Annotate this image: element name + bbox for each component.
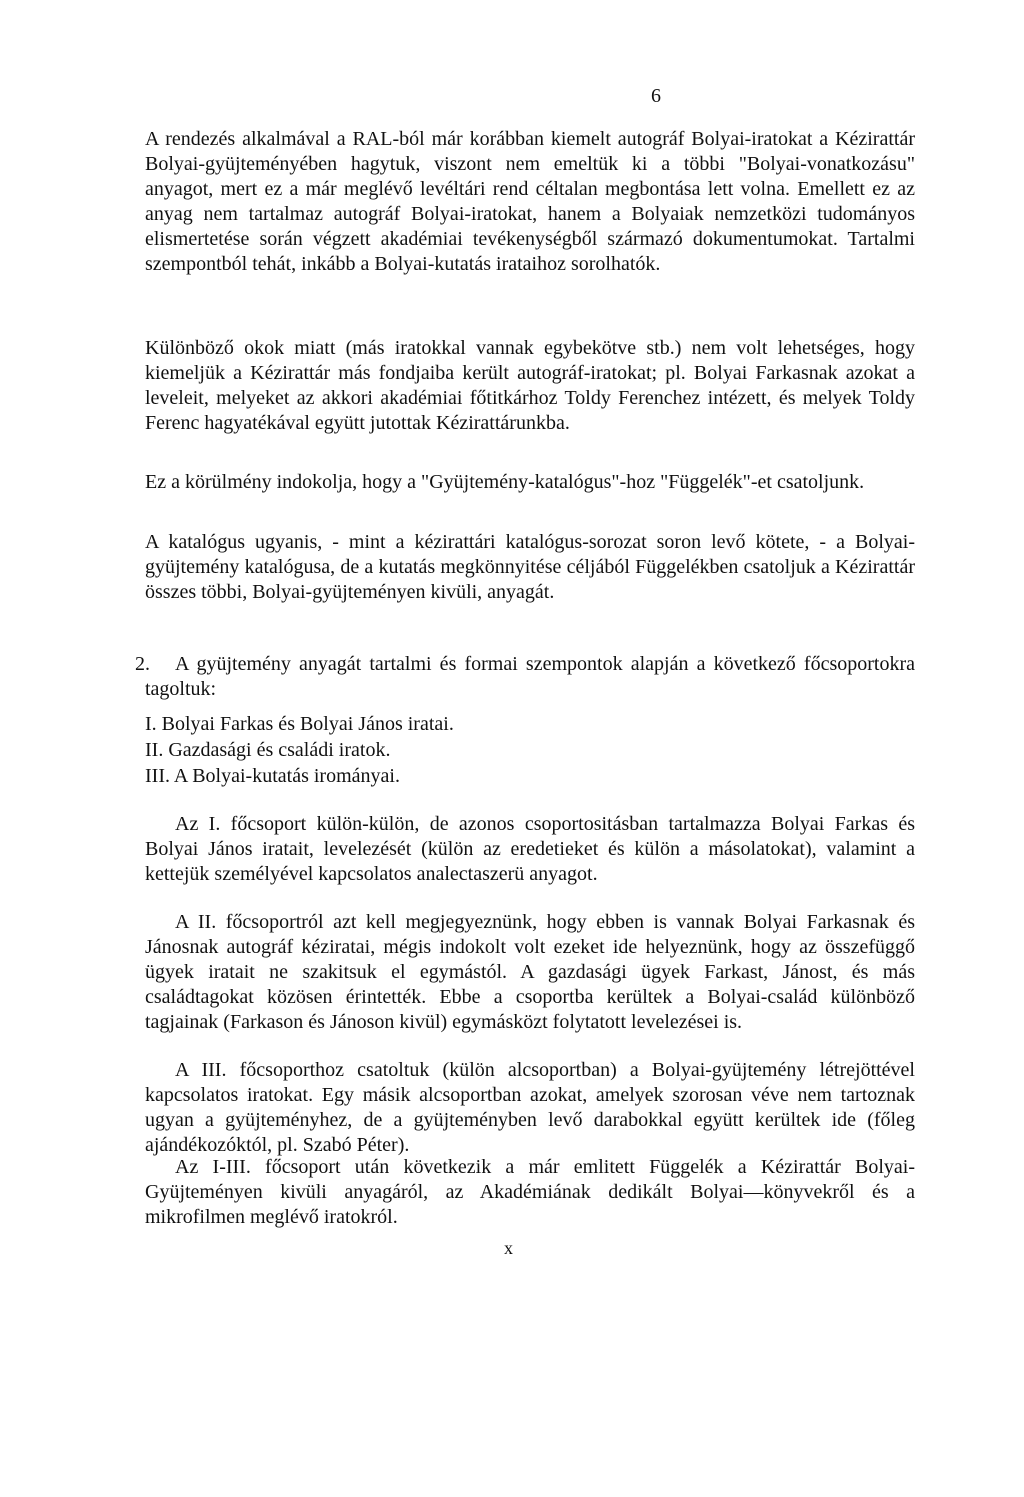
- group-item-1: I. Bolyai Farkas és Bolyai János iratai.: [145, 713, 454, 735]
- section-text: A gyüjtemény anyagát tartalmi és formai szempontok alapján a következő főcsoportokra tagoltuk:: [145, 653, 915, 700]
- group-item-2: II. Gazdasági és családi iratok.: [145, 739, 391, 761]
- group-list: [145, 711, 454, 789]
- page-number: 6: [651, 85, 661, 107]
- section-intro: [145, 652, 915, 702]
- paragraph-kulonbozo-okok: Különböző okok miatt (más iratokkal vannak egybekötve stb.) nem volt lehetséges, hogy kiemeljük a Kézirattár más fondjaiba került autográf-iratokat; pl. Bolyai Farkasnak azokat a leveleit, melyeket az akkori akadémiai főtitkárhoz Toldy Ferenchez intézett, és melyek Toldy Ferenc hagyatékával együtt jutottak Kézirattárunkba.: [145, 337, 915, 434]
- paragraph-group-two: A II. főcsoportról azt kell megjegyeznünk, hogy ebben is vannak Bolyai Farkasnak és Jánosnak autográf kéziratai, mégis indokolt volt ezeket ide helyeznünk, hogy az összefüggő ügyek iratait ne szakitsuk el egymástól. A gazdasági ügyek Farkast, Jánost, és más családtagokat közösen érintették. Ebbe a csoportba kerültek a Bolyai-család különböző tagjainak (Farkason és Jánoson kivül) egymásközt folytatott levelezései is.: [145, 911, 915, 1033]
- paragraph-katalogus: A katalógus ugyanis, - mint a kézirattári katalógus-sorozat soron levő kötete, - a Bolyai-gyüjtemény katalógusa, de a kutatás megkönnyitése céljából Függelékben csatoljuk a Kézirattár összes többi, Bolyai-gyüjteményen kivüli, anyagát.: [145, 531, 915, 603]
- paragraph-group-three: A III. főcsoporthoz csatoltuk (külön alcsoportban) a Bolyai-gyüjtemény létrejöttével kapcsolatos iratokat. Egy másik alcsoportban azokat, amelyek szorosan véve nem tartoznak ugyan a gyüjteményhez, de a gyüjteményben levő darabokkal együtt kerültek ide (főleg ajándékozóktól, pl. Szabó Péter).: [145, 1059, 915, 1156]
- paragraph-group-one: Az I. főcsoport külön-külön, de azonos csoportositásban tartalmazza Bolyai Farkas és Bolyai János iratait, levelezését (külön az eredetieket és külön a másolatokat), valamint a kettejük személyével kapcsolatos analectaszerü anyagot.: [145, 813, 915, 885]
- paragraph-rendezes: A rendezés alkalmával a RAL-ból már korábban kiemelt autográf Bolyai-iratokat a Kézirattár Bolyai-gyüjteményében hagytuk, viszont nem emeltük ki a többi "Bolyai-vonatkozásu" anyagot, mert ez a már meglévő levéltári rend céltalan megbontása lett volna. Emellett ez az anyag nem tartalmaz autográf Bolyai-iratokat, hanem a Bolyaiak nemzetközi tudományos elismertetése során végzett akadémiai tevékenységből származó dokumentumokat. Tartalmi szempontból tehát, inkább a Bolyai-kutatás irataihoz sorolhatók.: [145, 128, 915, 275]
- end-mark: x: [504, 1238, 513, 1258]
- paragraph-appendix: Az I-III. főcsoport után következik a már emlitett Függelék a Kézirattár Bolyai-Gyüjteményen kivüli anyagáról, az Akadémiának dedikált Bolyai—könyvekről és a mikrofilmen meglévő iratokról.: [145, 1156, 915, 1228]
- group-item-3: III. A Bolyai-kutatás irományai.: [145, 765, 400, 787]
- paragraph-korulmeny: Ez a körülmény indokolja, hogy a "Gyüjtemény-katalógus"-hoz "Függelék"-et csatoljunk.: [145, 471, 865, 493]
- section-number: 2.: [135, 653, 150, 675]
